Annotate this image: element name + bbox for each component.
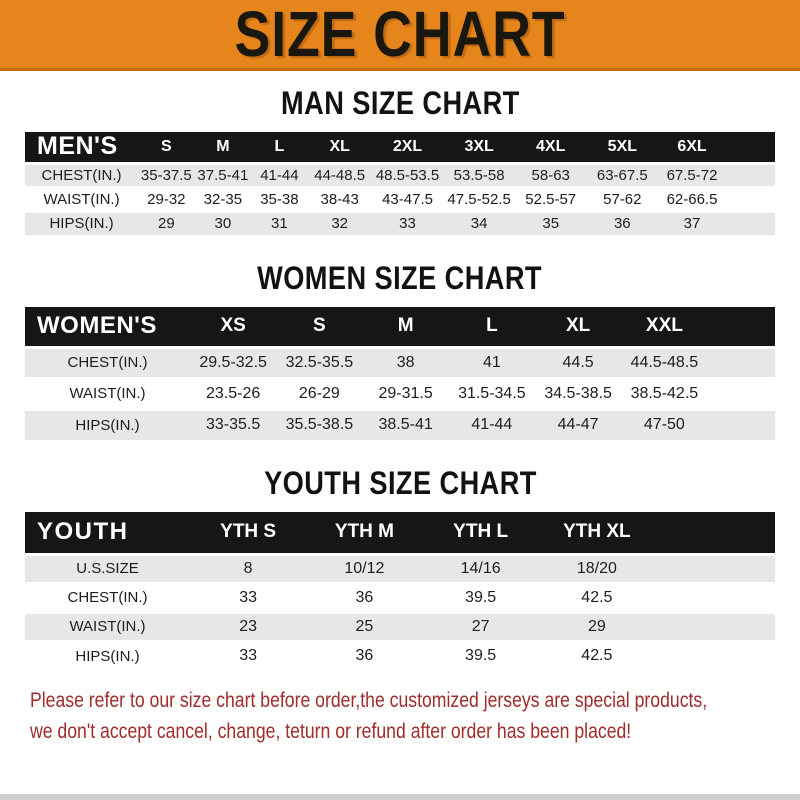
measurement-row (25, 641, 775, 670)
size-value-cell: 47-50 (643, 416, 685, 434)
size-value-cell: 38-43 (320, 190, 359, 208)
size-value-cell: 32 (331, 215, 349, 233)
size-value-cell: 30 (214, 215, 232, 233)
size-header-row (25, 307, 775, 347)
measurement-row (25, 409, 775, 440)
size-column-header: 5XL (607, 137, 637, 155)
size-value-cell: 42.5 (581, 647, 613, 665)
size-value-cell: 35-37.5 (140, 166, 192, 184)
size-value-cell: 29-31.5 (378, 384, 433, 402)
measurement-row (25, 347, 775, 378)
size-value-cell: 44.5-48.5 (630, 353, 699, 371)
size-value-cell: 18/20 (576, 559, 617, 577)
size-value-cell: 29.5-32.5 (199, 353, 267, 371)
size-value-cell: 53.5-58 (453, 166, 505, 184)
size-value-cell: 38.5-42.5 (630, 384, 699, 402)
size-value-cell: 34.5-38.5 (544, 384, 612, 402)
size-value-cell: 44-47 (557, 416, 599, 434)
spacer-cell (655, 512, 775, 554)
size-value-cell: 58-63 (531, 166, 570, 184)
size-header-row (25, 512, 775, 554)
spacer-cell (726, 187, 775, 211)
measurement-row (25, 612, 775, 641)
spacer-cell (708, 409, 776, 440)
row-label: CHEST(IN.) (67, 354, 148, 371)
size-column-header: M (216, 137, 230, 155)
row-label: HIPS(IN.) (75, 647, 140, 665)
size-value-cell: 33 (239, 647, 258, 665)
size-column-header: 4XL (536, 137, 566, 155)
size-column-header: XXL (645, 315, 683, 337)
size-column-header: YTH S (220, 521, 277, 543)
women-size-section (0, 260, 800, 440)
table-title-cell: MEN'S (37, 132, 118, 161)
size-value-cell: 33 (399, 215, 416, 233)
size-value-cell: 57-62 (603, 190, 642, 208)
size-value-cell: 34 (470, 215, 488, 233)
youth-size-section (0, 465, 800, 670)
size-value-cell: 32-35 (203, 190, 243, 208)
size-column-header: L (486, 315, 498, 337)
size-value-cell: 48.5-53.5 (375, 166, 440, 184)
youth-size-table (25, 512, 775, 670)
man-size-section (0, 85, 800, 235)
size-value-cell: 31.5-34.5 (458, 384, 526, 402)
row-label: WAIST(IN.) (43, 190, 120, 208)
row-label: HIPS(IN.) (75, 416, 140, 434)
size-header-row (25, 132, 775, 163)
measurement-row (25, 583, 775, 612)
size-column-header: M (397, 315, 414, 337)
page-title: SIZE CHART (234, 0, 566, 70)
men-size-table (25, 132, 775, 235)
size-value-cell: 41 (482, 353, 501, 371)
size-column-header: 2XL (392, 137, 423, 155)
row-label: HIPS(IN.) (49, 215, 114, 233)
size-value-cell: 25 (355, 617, 374, 635)
women-size-table (25, 307, 775, 440)
footer-line-1-text: Please refer to our size chart before order,the customized jerseys are special products, (30, 688, 708, 712)
spacer-cell (726, 163, 775, 187)
size-value-cell: 23 (239, 617, 258, 635)
measurement-row (25, 211, 775, 235)
size-value-cell: 31 (271, 215, 288, 233)
spacer-cell (726, 211, 775, 235)
footer-note (30, 686, 800, 748)
size-value-cell: 29-32 (147, 190, 186, 208)
youth-size-heading (0, 465, 800, 502)
size-value-cell: 33 (239, 588, 258, 606)
row-label: CHEST(IN.) (67, 589, 148, 606)
spacer-cell (708, 307, 776, 347)
size-column-header: YTH XL (563, 521, 631, 543)
size-column-header: S (313, 315, 326, 337)
size-value-cell: 37.5-41 (197, 166, 249, 184)
size-value-cell: 42.5 (581, 588, 613, 606)
row-label: CHEST(IN.) (41, 166, 122, 184)
size-column-header: YTH M (334, 521, 394, 543)
women-size-heading-text: WOMEN SIZE CHART (257, 260, 543, 296)
size-value-cell: 14/16 (460, 559, 501, 577)
size-column-header: 6XL (677, 137, 707, 155)
spacer-cell (708, 347, 776, 378)
footer-line-2-text: we don't accept cancel, change, teturn or refund after order has been placed! (30, 719, 632, 743)
footer-line-1 (30, 686, 800, 717)
size-column-header: XS (220, 315, 246, 337)
size-value-cell: 47.5-52.5 (447, 190, 511, 208)
size-column-header: L (274, 137, 285, 155)
size-value-cell: 39.5 (465, 588, 497, 606)
size-value-cell: 67.5-72 (666, 166, 718, 184)
measurement-row (25, 187, 775, 211)
man-size-heading (0, 85, 800, 122)
size-value-cell: 41-44 (471, 416, 513, 434)
size-value-cell: 10/12 (344, 559, 385, 577)
size-column-header: 3XL (464, 137, 494, 155)
measurement-row (25, 554, 775, 583)
footer-line-2 (30, 717, 800, 748)
size-value-cell: 36 (355, 647, 374, 665)
size-value-cell: 23.5-26 (205, 384, 261, 402)
size-value-cell: 36 (355, 588, 374, 606)
measurement-row (25, 378, 775, 409)
size-value-cell: 43-47.5 (382, 190, 433, 208)
measurement-row (25, 163, 775, 187)
size-column-header: S (160, 137, 172, 155)
size-value-cell: 52.5-57 (525, 190, 577, 208)
table-title-cell: WOMEN'S (37, 312, 157, 340)
size-value-cell: 37 (683, 215, 701, 233)
row-label: WAIST(IN.) (69, 618, 146, 635)
size-value-cell: 35.5-38.5 (285, 416, 354, 434)
size-value-cell: 8 (243, 559, 253, 577)
size-value-cell: 27 (471, 617, 490, 635)
size-value-cell: 26-29 (298, 384, 340, 402)
spacer-cell (708, 378, 776, 409)
youth-size-heading-text: YOUTH SIZE CHART (263, 465, 537, 501)
man-size-heading-text: MAN SIZE CHART (280, 85, 520, 121)
size-chart-banner (0, 0, 800, 71)
size-value-cell: 41-44 (260, 166, 299, 184)
size-value-cell: 35-38 (260, 190, 299, 208)
spacer-cell (655, 641, 775, 670)
spacer-cell (655, 554, 775, 583)
size-value-cell: 38.5-41 (378, 416, 433, 434)
row-label: U.S.SIZE (76, 560, 139, 577)
size-column-header: YTH L (453, 521, 509, 543)
size-value-cell: 44.5 (562, 353, 594, 371)
size-value-cell: 32.5-35.5 (285, 353, 354, 371)
size-value-cell: 35 (542, 215, 560, 233)
size-value-cell: 38 (396, 353, 415, 371)
size-value-cell: 62-66.5 (666, 190, 718, 208)
row-label: WAIST(IN.) (69, 385, 146, 402)
size-value-cell: 33-35.5 (205, 416, 261, 434)
table-title-cell: YOUTH (37, 518, 129, 546)
size-column-header: XL (329, 137, 350, 155)
size-value-cell: 44-48.5 (314, 166, 366, 184)
size-value-cell: 29 (157, 215, 175, 233)
size-value-cell: 63-67.5 (596, 166, 648, 184)
spacer-cell (655, 612, 775, 641)
spacer-cell (726, 132, 775, 163)
size-column-header: XL (565, 315, 591, 337)
spacer-cell (655, 583, 775, 612)
size-value-cell: 29 (587, 617, 606, 635)
size-value-cell: 39.5 (465, 647, 497, 665)
size-value-cell: 36 (613, 215, 631, 233)
bottom-border (0, 794, 800, 800)
women-size-heading (0, 260, 800, 297)
